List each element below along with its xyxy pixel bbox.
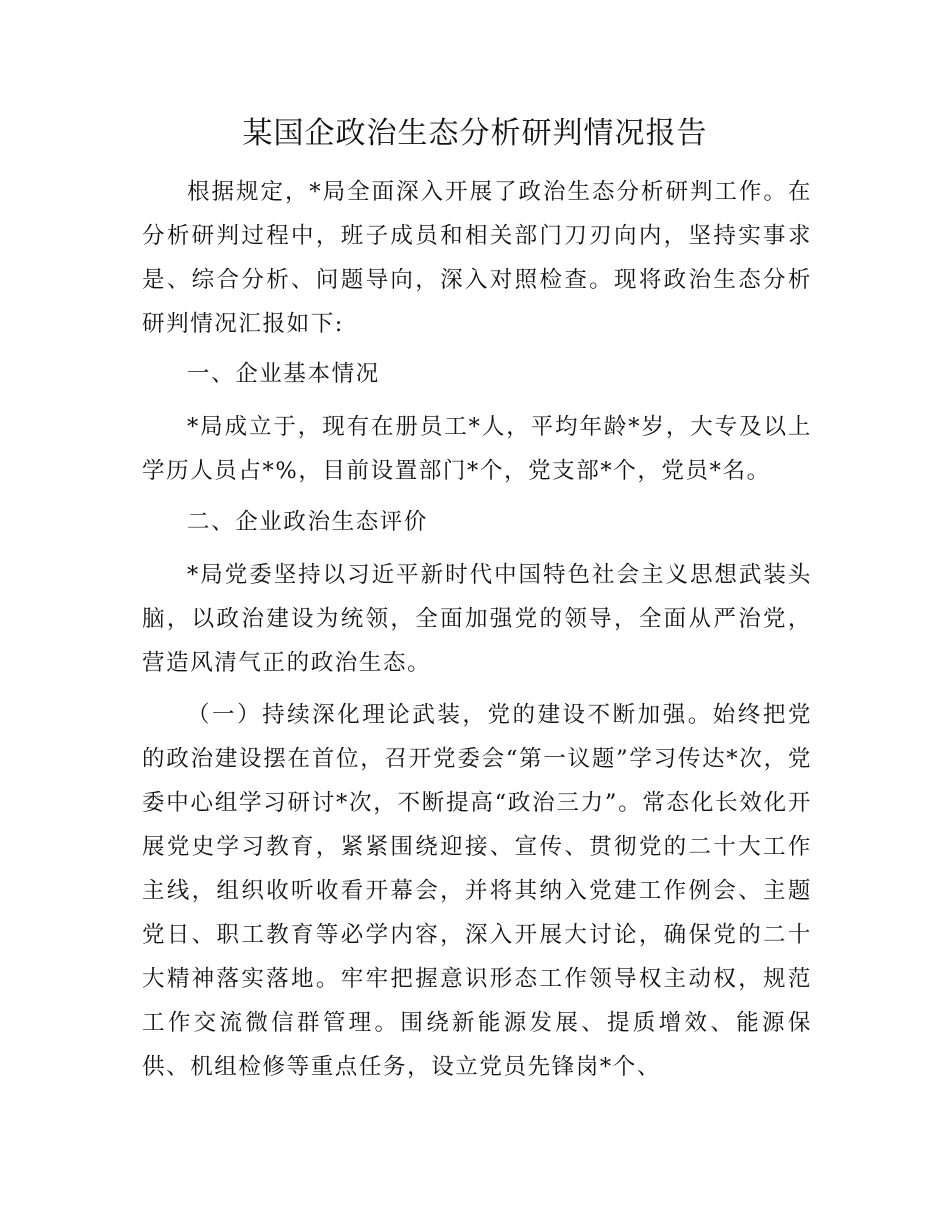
document-title: 某国企政治生态分析研判情况报告 bbox=[242, 116, 708, 151]
section-heading-evaluation: 二、企业政治生态评价 bbox=[187, 509, 429, 535]
basic-info-paragraph: *局成立于，现有在册员工*人，平均年龄*岁，大专及以上学历人员占*%，目前设置部门*个，党支部*个，党员*名。 bbox=[142, 414, 812, 484]
intro-paragraph: 根据规定，*局全面深入开展了政治生态分析研判工作。在分析研判过程中，班子成员和相关部门刀刃向内，坚持实事求是、综合分析、问题导向，深入对照检查。现将政治生态分析研判情况汇报如下: bbox=[142, 179, 812, 337]
section-heading-basic-info: 一、企业基本情况 bbox=[187, 361, 380, 387]
subsection-paragraph-theory: （一）持续深化理论武装，党的建设不断加强。始终把党的政治建设摆在首位，召开党委会“第一议题”学习传达*次，党委中心组学习研讨*次，不断提高“政治三力”。常态化长效化开展党史学习教育，紧紧围绕迎接、宣传、贯彻党的二十大工作主线，组织收听收看开幕会，并将其纳入党建工作例会、主题党日、职工教育等必学内容，深入开展大讨论，确保党的二十大精神落实落地。牢牢把握意识形态工作领导权主动权，规范工作交流微信群管理。围绕新能源发展、提质增效、能源保供、机组检修等重点任务，设立党员先锋岗*个、 bbox=[142, 702, 813, 1080]
evaluation-paragraph: *局党委坚持以习近平新时代中国特色社会主义思想武装头脑，以政治建设为统领，全面加强党的领导，全面从严治党，营造风清气正的政治生态。 bbox=[142, 562, 812, 676]
